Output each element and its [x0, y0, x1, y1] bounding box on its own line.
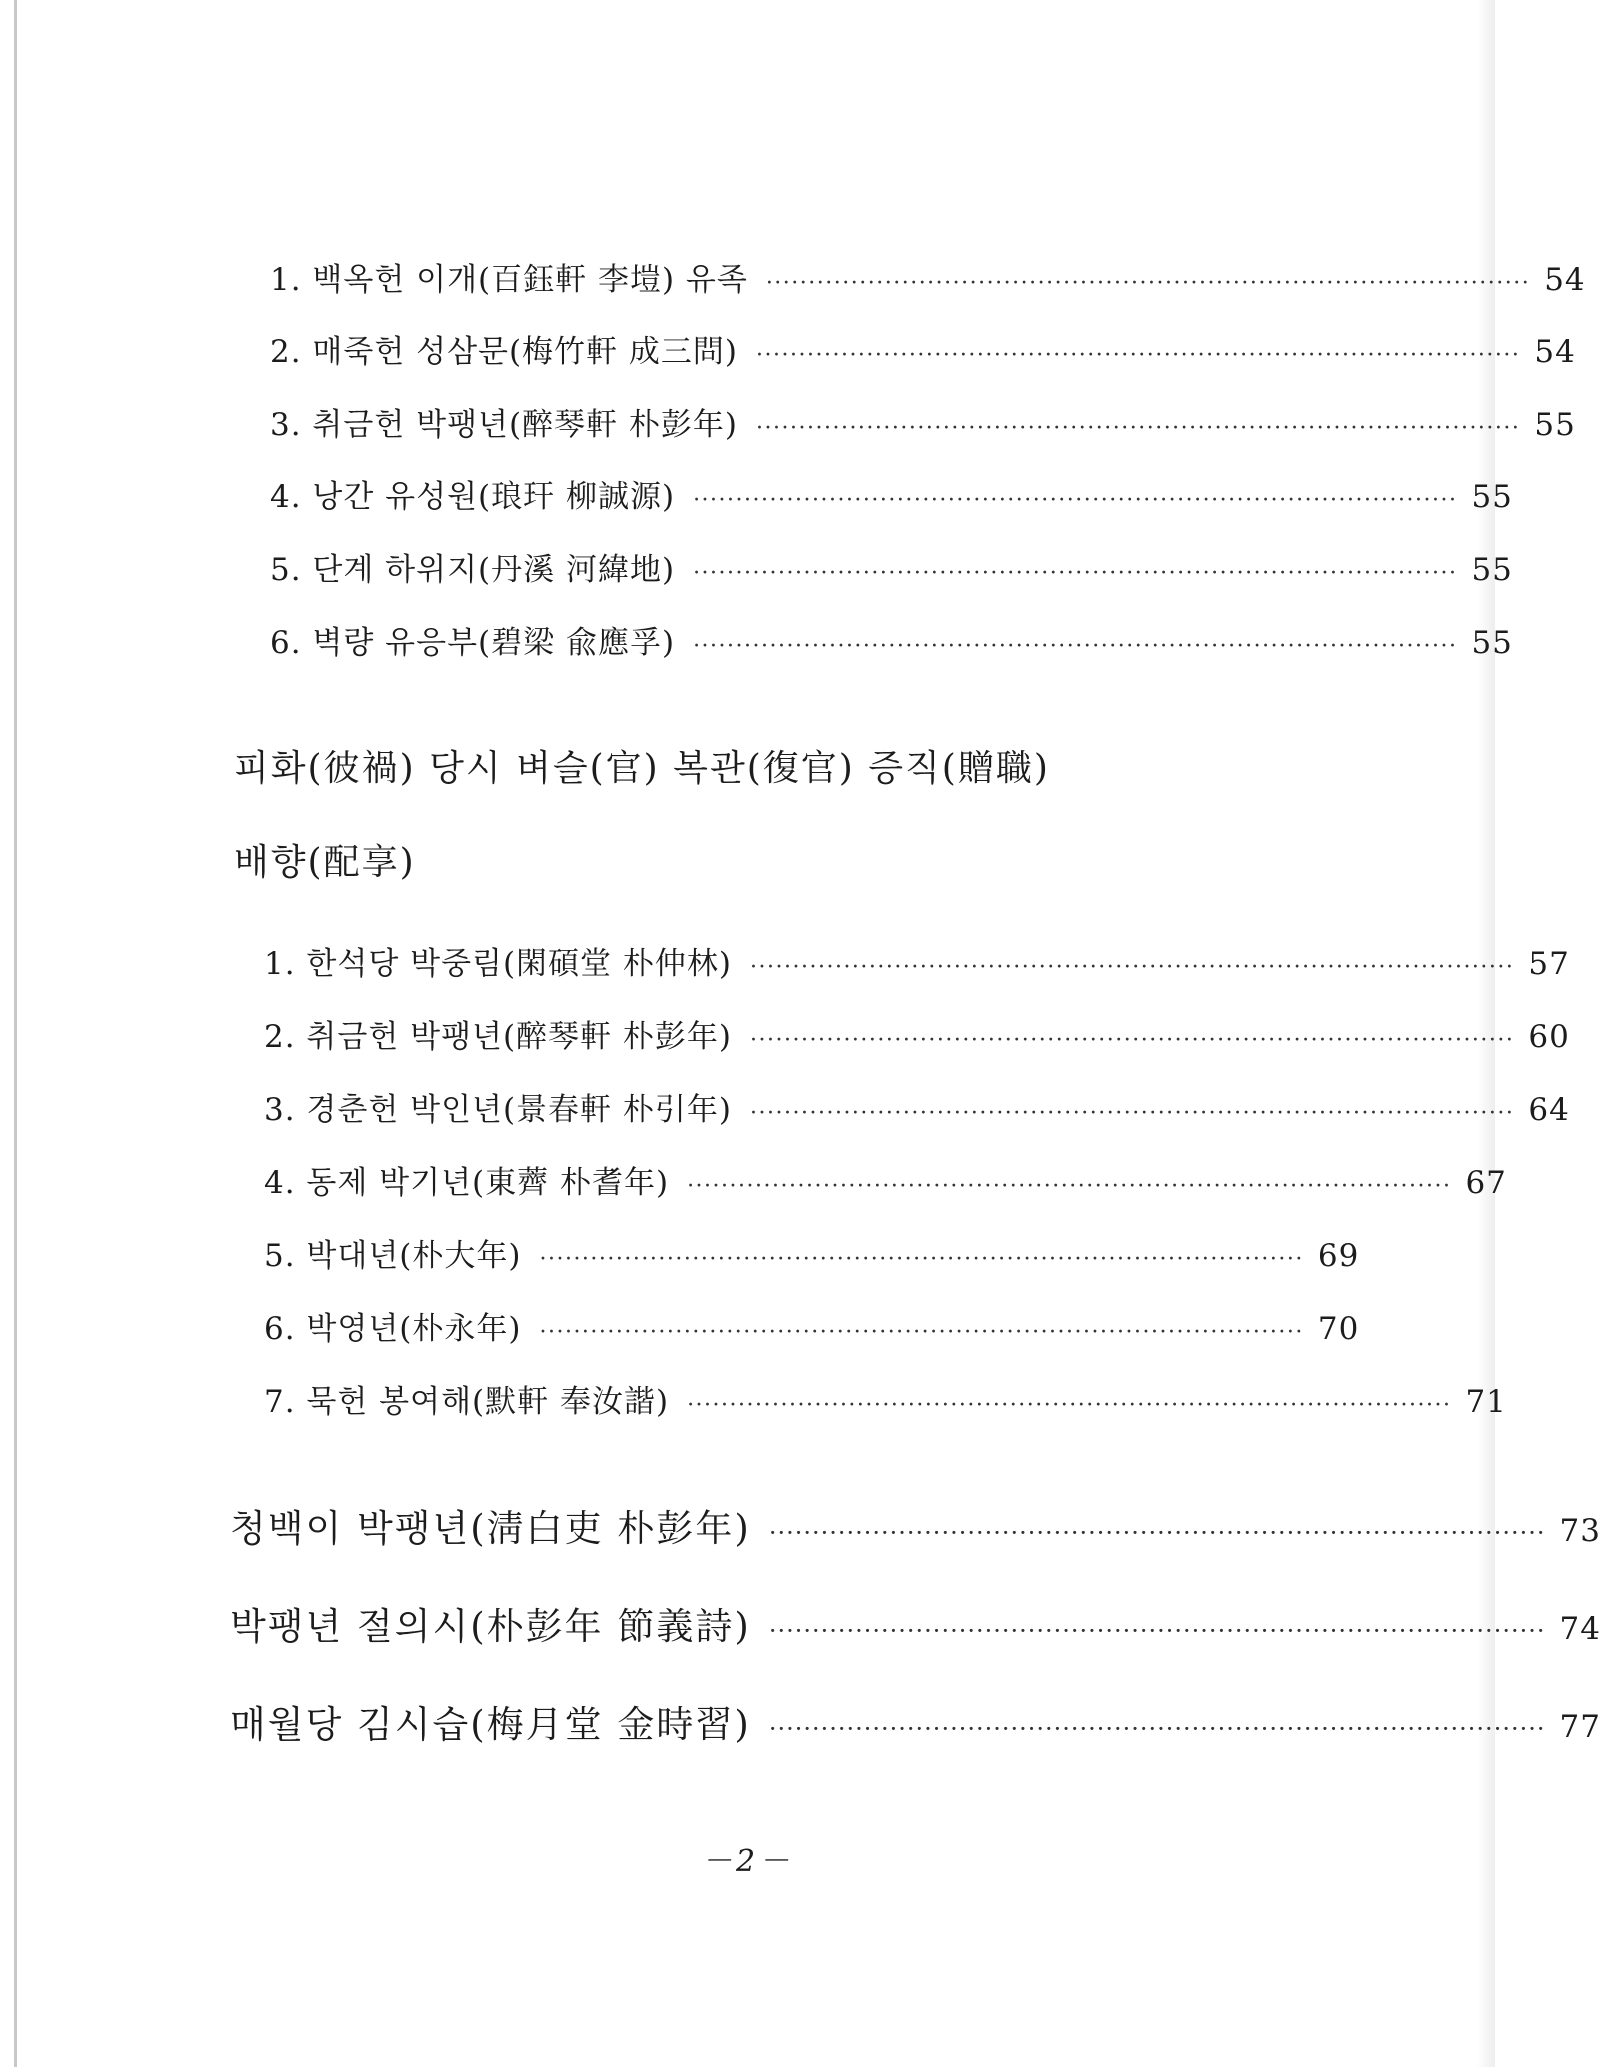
toc-entry-title: 7. 묵헌 봉여해(默軒 奉汝諧) [264, 1384, 670, 1420]
toc-entry[interactable] [264, 1376, 1507, 1421]
leader-dots: ·························································································· [750, 1101, 1515, 1126]
toc-entry-page: 55 [1471, 625, 1513, 661]
toc-entry[interactable] [264, 1303, 1360, 1348]
toc-entry-page: 70 [1317, 1311, 1360, 1347]
leader-dots: ·························································································· [539, 1247, 1304, 1272]
toc-entry-page: 54 [1544, 262, 1586, 298]
toc-entry[interactable] [270, 544, 1513, 589]
leader-dots: ·························································································· [756, 343, 1521, 368]
leader-dots: ·························································································· [768, 1715, 1546, 1743]
toc-entry-title: 5. 박대년(朴大年) [264, 1238, 522, 1274]
toc-entry-page: 64 [1528, 1092, 1570, 1128]
toc-entry-title: 2. 취금헌 박팽년(醉琴軒 朴彭年) [264, 1019, 733, 1055]
section-heading: 배향(配享) [234, 842, 416, 883]
leader-dots: ·························································································· [693, 634, 1458, 659]
toc-entry[interactable] [264, 1157, 1507, 1202]
section-heading: 피화(彼禍) 당시 벼슬(官) 복관(復官) 증직(贈職) [234, 748, 1050, 789]
toc-entry-page: 67 [1465, 1165, 1507, 1201]
toc-entry[interactable] [270, 254, 1586, 299]
toc-entry[interactable] [264, 1230, 1360, 1275]
toc-entry-page: 57 [1528, 946, 1570, 982]
leader-dots: ·························································································· [693, 561, 1458, 586]
toc-entry-page: 73 [1559, 1513, 1601, 1549]
toc-entry-title: 3. 경춘헌 박인년(景春軒 朴引年) [264, 1092, 733, 1128]
toc-entry-title: 박팽년 절의시(朴彭年 節義詩) [230, 1605, 751, 1648]
toc-entry-title: 6. 박영년(朴永年) [264, 1311, 522, 1347]
leader-dots: ·························································································· [750, 955, 1515, 980]
leader-dots: ·························································································· [768, 1519, 1546, 1547]
toc-entry-title: 6. 벽량 유응부(碧梁 兪應孚) [270, 625, 676, 661]
toc-entry-title: 4. 동제 박기년(東薺 朴耆年) [264, 1165, 670, 1201]
toc-entry-page: 55 [1471, 552, 1513, 588]
toc-entry-page: 71 [1465, 1384, 1507, 1420]
toc-entry-page: 77 [1559, 1709, 1601, 1745]
page-number: －2－ [701, 1844, 794, 1879]
toc-entry-title: 청백이 박팽년(淸白吏 朴彭年) [230, 1507, 751, 1550]
toc-entry-major[interactable] [230, 1694, 1601, 1748]
toc-entry-title: 매월당 김시습(梅月堂 金時習) [230, 1703, 751, 1746]
toc-entry-page: 55 [1534, 407, 1576, 443]
toc-entry[interactable] [270, 617, 1513, 662]
leader-dots: ·························································································· [765, 271, 1531, 296]
toc-entry[interactable] [264, 938, 1570, 983]
toc-entry-title: 2. 매죽헌 성삼문(梅竹軒 成三問) [270, 334, 739, 370]
toc-entry-title: 4. 낭간 유성원(琅玕 柳誠源) [270, 479, 676, 515]
toc-entry-page: 60 [1528, 1019, 1570, 1055]
toc-entry[interactable] [264, 1011, 1570, 1056]
toc-entry[interactable] [270, 326, 1576, 371]
toc-entry-title: 1. 한석당 박중림(閑碩堂 朴仲林) [264, 946, 733, 982]
leader-dots: ·························································································· [539, 1320, 1304, 1345]
leader-dots: ·························································································· [693, 488, 1458, 513]
toc-entry[interactable] [270, 399, 1576, 444]
toc-entry-page: 55 [1471, 479, 1513, 515]
page-left-edge [14, 0, 17, 2067]
toc-entry-page: 54 [1534, 334, 1576, 370]
toc-entry-major[interactable] [230, 1596, 1601, 1650]
toc-entry-page: 74 [1559, 1611, 1601, 1647]
toc-entry-title: 3. 취금헌 박팽년(醉琴軒 朴彭年) [270, 407, 739, 443]
toc-entry-title: 5. 단계 하위지(丹溪 河緯地) [270, 552, 676, 588]
leader-dots: ·························································································· [687, 1174, 1452, 1199]
leader-dots: ·························································································· [756, 416, 1521, 441]
toc-entry-title: 1. 백옥헌 이개(百鈺軒 李塏) 유족 [270, 262, 748, 298]
toc-entry-page: 69 [1317, 1238, 1360, 1274]
leader-dots: ·························································································· [687, 1393, 1452, 1418]
toc-entry[interactable] [270, 471, 1513, 516]
toc-entry-major[interactable] [230, 1498, 1601, 1552]
leader-dots: ·························································································· [768, 1617, 1546, 1645]
toc-entry[interactable] [264, 1084, 1570, 1129]
leader-dots: ·························································································· [750, 1028, 1515, 1053]
